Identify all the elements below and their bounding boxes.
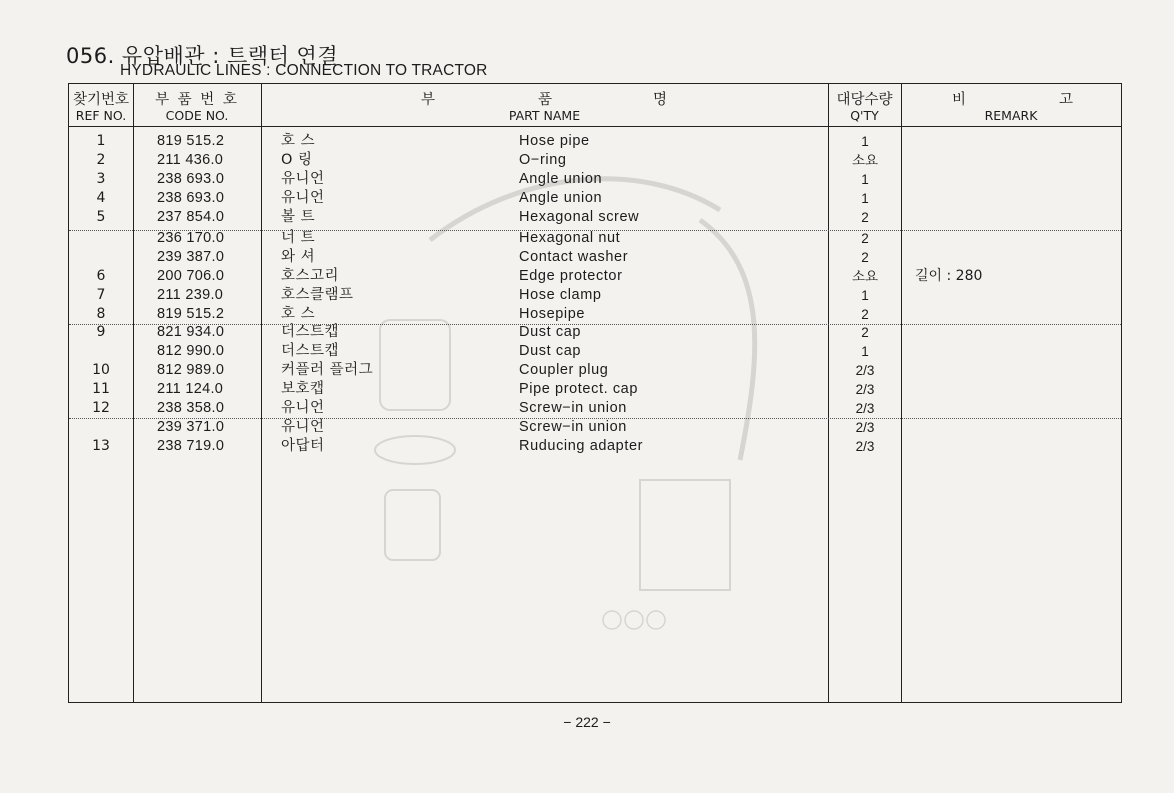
- part-name-ko: 유니언: [281, 400, 325, 416]
- code-no: 821 934.0: [157, 324, 225, 340]
- header-qty-ko: 대당수량: [836, 92, 893, 108]
- part-name-ko: 보호캡: [281, 381, 325, 397]
- ref-no: 5: [96, 209, 106, 225]
- code-no: 238 719.0: [157, 438, 225, 454]
- header-name-ko-1: 부: [420, 92, 435, 108]
- code-no: 812 989.0: [157, 362, 225, 378]
- code-no: 238 693.0: [157, 171, 225, 187]
- quantity: 1: [861, 172, 869, 187]
- ref-no: 13: [92, 438, 110, 454]
- table-row: [69, 286, 1121, 305]
- ref-no: 1: [96, 133, 106, 149]
- header-name-en: PART NAME: [508, 108, 581, 123]
- quantity: 소요: [851, 153, 879, 168]
- part-name-ko: 너 트: [281, 230, 316, 246]
- quantity: 1: [861, 191, 869, 206]
- table-row: [69, 342, 1121, 361]
- part-name-en: Angle union: [519, 190, 603, 206]
- quantity: 2: [861, 307, 869, 322]
- ref-no: 6: [96, 268, 106, 284]
- header-code-ko: 부 품 번 호: [155, 92, 239, 108]
- table-row: [69, 418, 1121, 437]
- page-title-korean: 056. 유압배관 : 트랙터 연결: [66, 44, 339, 68]
- part-name-en: Hexagonal nut: [519, 230, 621, 246]
- ref-no: 4: [96, 190, 106, 206]
- part-name-en: Coupler plug: [519, 362, 609, 378]
- part-name-en: Hose clamp: [519, 287, 602, 303]
- ref-no: 2: [96, 152, 106, 168]
- part-name-en: Hose pipe: [519, 133, 590, 149]
- part-name-ko: 와 셔: [281, 249, 316, 265]
- header-name-ko-2: 품: [537, 92, 552, 108]
- table-row: [69, 323, 1121, 342]
- code-no: 211 124.0: [157, 381, 224, 397]
- part-name-ko: 커플러 플러그: [281, 362, 374, 378]
- part-name-en: Contact washer: [519, 249, 629, 265]
- part-name-ko: 더스트캡: [281, 324, 340, 340]
- header-remark-ko-1: 비: [951, 92, 966, 108]
- header-qty-en: Q'TY: [850, 108, 879, 123]
- part-name-en: Hexagonal screw: [519, 209, 640, 225]
- table-row: [69, 132, 1121, 151]
- table-row: [69, 170, 1121, 189]
- part-name-en: Screw−in union: [519, 400, 627, 416]
- code-no: 819 515.2: [157, 133, 225, 149]
- quantity: 1: [861, 344, 869, 359]
- quantity: 2: [861, 231, 869, 246]
- page-title-english: HYDRAULIC LINES : CONNECTION TO TRACTOR: [120, 62, 488, 79]
- part-name-ko: 유니언: [281, 419, 325, 435]
- ref-no: 3: [96, 171, 106, 187]
- header-ref-en: REF NO.: [75, 108, 127, 123]
- quantity: 2: [861, 210, 869, 225]
- code-no: 237 854.0: [157, 209, 225, 225]
- ref-no: 9: [96, 324, 106, 340]
- header-code-en: CODE NO.: [165, 108, 229, 123]
- code-no: 200 706.0: [157, 268, 225, 284]
- part-name-ko: 볼 트: [281, 209, 316, 225]
- code-no: 239 371.0: [157, 419, 225, 435]
- part-name-en: Screw−in union: [519, 419, 627, 435]
- table-row: [69, 437, 1121, 456]
- code-no: 238 693.0: [157, 190, 225, 206]
- part-name-en: Angle union: [519, 171, 603, 187]
- part-name-ko: 호 스: [281, 306, 316, 322]
- part-name-en: O−ring: [519, 152, 567, 168]
- part-name-ko: 호 스: [281, 133, 316, 149]
- table-row: [69, 208, 1121, 227]
- table-row: [69, 248, 1121, 267]
- part-name-ko: 유니언: [281, 190, 325, 206]
- table-row: [69, 361, 1121, 380]
- part-name-ko: 호스클램프: [281, 287, 354, 303]
- quantity: 2/3: [855, 420, 875, 435]
- header-name-ko-3: 명: [652, 92, 667, 108]
- quantity: 2/3: [855, 382, 875, 397]
- code-no: 238 358.0: [157, 400, 225, 416]
- header-remark-en: REMARK: [984, 108, 1038, 123]
- code-no: 812 990.0: [157, 343, 225, 359]
- part-name-en: Pipe protect. cap: [519, 381, 639, 397]
- table-row: [69, 399, 1121, 418]
- table-row: [69, 305, 1121, 324]
- ref-no: 8: [96, 306, 106, 322]
- part-name-en: Edge protector: [519, 268, 623, 284]
- quantity: 2/3: [855, 401, 875, 416]
- part-name-ko: 아답터: [281, 438, 325, 454]
- quantity: 소요: [851, 269, 879, 284]
- ref-no: 12: [92, 400, 110, 416]
- quantity: 1: [861, 288, 869, 303]
- quantity: 2: [861, 325, 869, 340]
- parts-table: [68, 83, 1122, 703]
- part-name-en: Ruducing adapter: [519, 438, 644, 454]
- ref-no: 7: [96, 287, 106, 303]
- table-row: [69, 380, 1121, 399]
- quantity: 1: [861, 134, 869, 149]
- part-name-en: Hosepipe: [519, 306, 586, 322]
- remark: 길이 : 280: [915, 268, 983, 284]
- quantity: 2/3: [855, 439, 875, 454]
- table-row: [69, 189, 1121, 208]
- header-remark-ko-2: 고: [1058, 92, 1073, 108]
- code-no: 819 515.2: [157, 306, 225, 322]
- part-name-en: Dust cap: [519, 343, 582, 359]
- table-row: [69, 229, 1121, 248]
- header-divider: [69, 126, 1121, 127]
- code-no: 211 239.0: [157, 287, 224, 303]
- table-row: [69, 267, 1121, 286]
- header-ref-ko: 찾기번호: [72, 92, 130, 108]
- code-no: 239 387.0: [157, 249, 225, 265]
- quantity: 2: [861, 250, 869, 265]
- part-name-en: Dust cap: [519, 324, 582, 340]
- part-name-ko: 유니언: [281, 171, 325, 187]
- table-row: [69, 151, 1121, 170]
- part-name-ko: 호스고리: [281, 268, 340, 284]
- ref-no: 10: [92, 362, 110, 378]
- ref-no: 11: [92, 381, 110, 397]
- code-no: 236 170.0: [157, 230, 225, 246]
- code-no: 211 436.0: [157, 152, 224, 168]
- part-name-ko: O 링: [281, 152, 313, 168]
- part-name-ko: 더스트캡: [281, 343, 340, 359]
- quantity: 2/3: [855, 363, 875, 378]
- page-number: − 222 −: [563, 714, 611, 730]
